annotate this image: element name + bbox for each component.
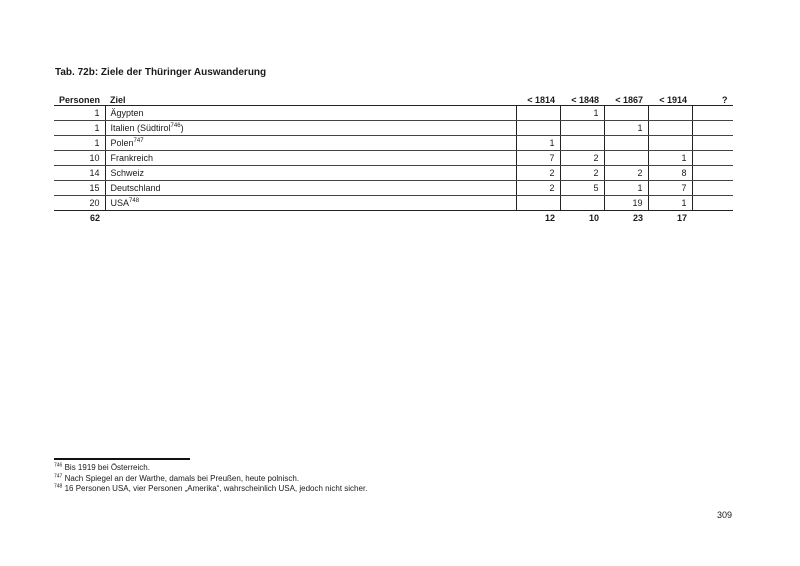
cell-personen: 10 (54, 151, 105, 166)
table-row (54, 166, 733, 181)
footnote-separator (54, 458, 190, 460)
cell-personen: 1 (54, 136, 105, 151)
cell-1867: 1 (604, 121, 648, 136)
cell-1848 (560, 196, 604, 211)
cell-ziel (105, 136, 516, 151)
header-unknown: ? (692, 91, 733, 106)
cell-1814 (516, 196, 560, 211)
cell-unknown (692, 181, 733, 196)
cell-1914: 1 (648, 196, 692, 211)
table-row (54, 151, 733, 166)
table-header-row (54, 91, 733, 106)
table-row (54, 181, 733, 196)
cell-1867: 19 (604, 196, 648, 211)
cell-1914: 8 (648, 166, 692, 181)
ziel-label: Ägypten (110, 108, 144, 118)
totals-row (54, 211, 733, 226)
total-1848: 10 (589, 213, 600, 223)
cell-ziel (105, 181, 516, 196)
cell-1814: 2 (516, 166, 560, 181)
table-row (54, 121, 733, 136)
header-1914: < 1914 (648, 91, 692, 106)
ziel-label: Schweiz (110, 168, 145, 178)
cell-1848: 2 (560, 166, 604, 181)
footnote-ref: 748 (129, 198, 140, 204)
footnote-text: 16 Personen USA, vier Personen „Amerika“, wahrscheinlich USA, jedoch nicht sicher. (64, 484, 368, 493)
footnote-ref: 747 (133, 138, 144, 144)
header-personen: Personen (54, 91, 105, 106)
cell-1914 (648, 106, 692, 121)
total-unknown (692, 211, 733, 226)
cell-1848 (560, 136, 604, 151)
table-row (54, 106, 733, 121)
footnote-text: Nach Spiegel an der Warthe, damals bei Preußen, heute polnisch. (64, 473, 300, 483)
table-row (54, 136, 733, 151)
cell-1914 (648, 136, 692, 151)
ziel-label: Frankreich (110, 153, 154, 163)
cell-personen: 14 (54, 166, 105, 181)
cell-1848: 2 (560, 151, 604, 166)
footnotes (54, 463, 367, 495)
emigration-destinations-table (54, 91, 733, 225)
cell-1914: 7 (648, 181, 692, 196)
cell-1814 (516, 121, 560, 136)
cell-1914: 1 (648, 151, 692, 166)
cell-1867 (604, 151, 648, 166)
footnote (54, 463, 367, 474)
cell-ziel (105, 196, 516, 211)
footnote-ref: 746 (170, 123, 181, 129)
cell-1814: 7 (516, 151, 560, 166)
cell-ziel (105, 166, 516, 181)
header-1848: < 1848 (560, 91, 604, 106)
ziel-suffix: ) (180, 123, 184, 133)
cell-ziel (105, 121, 516, 136)
footnote (54, 474, 367, 485)
cell-1867 (604, 136, 648, 151)
cell-1814: 2 (516, 181, 560, 196)
cell-1867: 2 (604, 166, 648, 181)
header-ziel: Ziel (105, 91, 516, 106)
ziel-label: Polen (110, 138, 134, 148)
cell-unknown (692, 166, 733, 181)
ziel-label: Italien (Südtirol (110, 123, 171, 133)
header-1814: < 1814 (516, 91, 560, 106)
cell-1867: 1 (604, 181, 648, 196)
cell-1848 (560, 121, 604, 136)
cell-unknown (692, 121, 733, 136)
total-1814: 12 (545, 213, 556, 223)
cell-1867 (604, 106, 648, 121)
cell-1814: 1 (516, 136, 560, 151)
cell-personen: 15 (54, 181, 105, 196)
page-number: 309 (717, 510, 733, 520)
total-personen: 62 (90, 213, 101, 223)
total-1867: 23 (633, 213, 644, 223)
total-1914: 17 (677, 213, 688, 223)
ziel-label: Deutschland (110, 183, 161, 193)
footnote-number: 747 (54, 472, 63, 479)
cell-personen: 20 (54, 196, 105, 211)
footnote (54, 484, 367, 495)
footnote-number: 748 (54, 483, 63, 490)
cell-personen: 1 (54, 106, 105, 121)
footnote-text: Bis 1919 bei Österreich. (64, 463, 150, 472)
table-row (54, 196, 733, 211)
cell-personen: 1 (54, 121, 105, 136)
ziel-label: USA (110, 198, 130, 208)
cell-1914 (648, 121, 692, 136)
footnote-number: 746 (54, 462, 63, 469)
cell-ziel (105, 151, 516, 166)
cell-1848: 5 (560, 181, 604, 196)
header-1867: < 1867 (604, 91, 648, 106)
total-ziel (105, 211, 516, 226)
cell-unknown (692, 106, 733, 121)
cell-ziel (105, 106, 516, 121)
cell-1814 (516, 106, 560, 121)
cell-unknown (692, 151, 733, 166)
cell-unknown (692, 136, 733, 151)
cell-unknown (692, 196, 733, 211)
cell-1848: 1 (560, 106, 604, 121)
table-title: Tab. 72b: Ziele der Thüringer Auswanderung (55, 67, 267, 78)
